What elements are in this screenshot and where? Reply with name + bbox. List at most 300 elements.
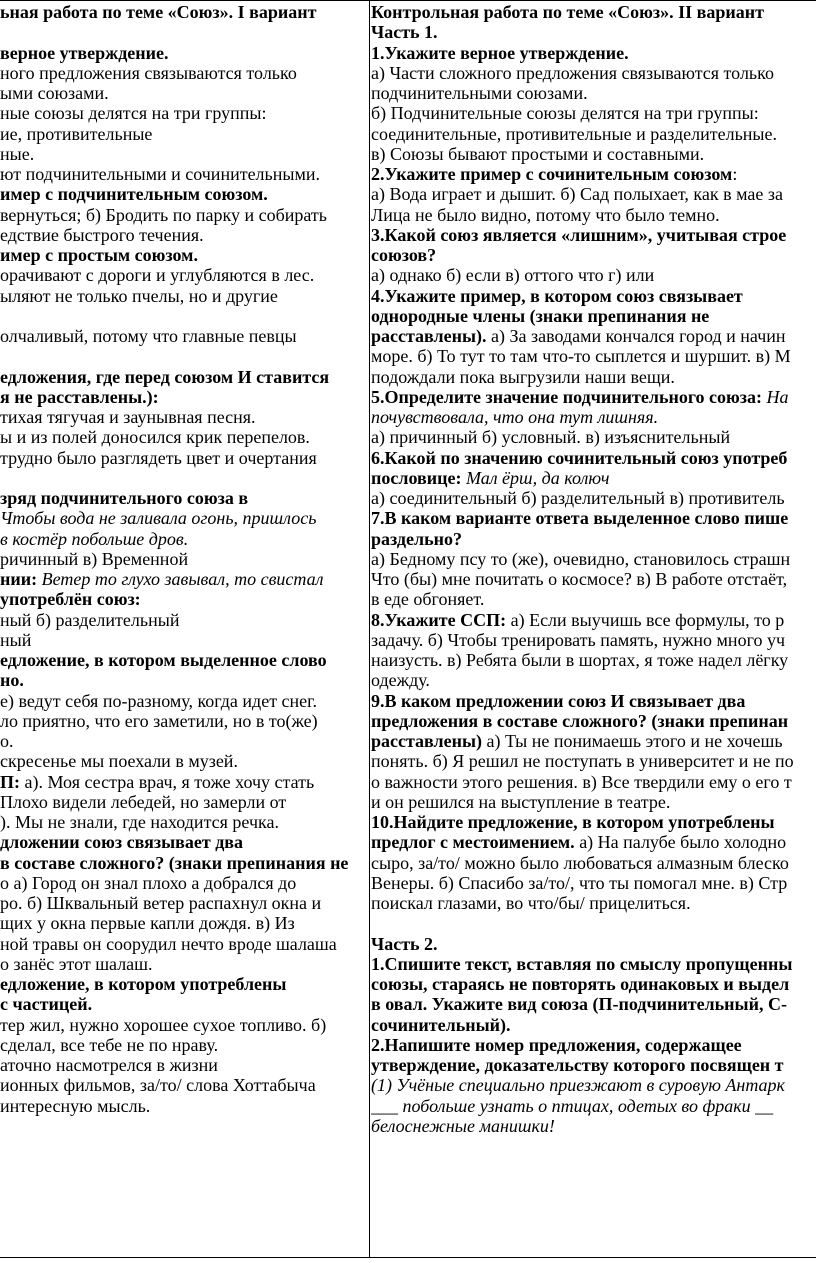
text-line — [371, 630, 816, 650]
text-line-content — [0, 832, 243, 852]
text-segment: одежду. — [371, 670, 430, 691]
text-line-content — [0, 893, 321, 913]
text-segment: ного предложения связываются только — [0, 62, 297, 83]
text-segment: б) Подчинительные союзы делятся на три группы: — [371, 103, 759, 124]
text-segment: я не расставлены.): — [0, 386, 159, 407]
text-segment: соединительные, противительные и разделительные. — [371, 123, 778, 144]
text-segment: тер жил, нужно хорошее сухое топливо. б) — [0, 1014, 327, 1035]
text-segment: Мал ёрш, да колюч — [465, 467, 610, 488]
text-line — [371, 2, 816, 22]
text-line-content — [371, 387, 789, 407]
text-line-content — [0, 630, 31, 650]
text-line — [371, 873, 816, 893]
text-segment: имер с простым союзом. — [0, 245, 198, 265]
text-line — [0, 731, 369, 751]
text-line-content — [371, 164, 737, 184]
text-segment: союзов? — [371, 245, 437, 265]
text-line-content — [0, 974, 286, 994]
text-line-content — [371, 529, 462, 549]
text-line — [371, 205, 816, 225]
text-line-content — [371, 346, 791, 366]
text-line — [0, 772, 369, 792]
text-line — [371, 994, 816, 1014]
text-segment: ро. б) Шквальный ветер распахнул окна и — [0, 893, 322, 913]
text-line — [371, 529, 816, 549]
text-line-content — [371, 853, 789, 873]
variant-1-column — [0, 2, 369, 1116]
text-line — [371, 468, 816, 488]
text-line-content — [0, 407, 256, 427]
text-line — [0, 1096, 369, 1116]
text-line — [371, 731, 816, 751]
text-line — [0, 488, 369, 508]
text-line — [0, 326, 369, 346]
text-line — [371, 427, 816, 447]
text-segment: скресенье мы поехали в музей. — [0, 751, 238, 772]
text-segment: а) Ты не понимаешь этого и не хочешь — [482, 731, 783, 751]
text-line-content — [0, 144, 34, 164]
text-segment: Лица не было видно, потому что было темно. — [371, 204, 720, 225]
text-segment: сочинительный). — [371, 1014, 511, 1035]
text-line-content — [0, 1015, 326, 1035]
text-line — [371, 124, 816, 144]
text-segment: вернуться; б) Бродить по парку и собирать — [0, 204, 327, 225]
text-line — [371, 610, 816, 630]
text-segment: Контрольная работа по теме «Союз». II вариант — [371, 2, 764, 22]
text-line-content — [371, 650, 788, 670]
text-line-content — [371, 2, 764, 22]
text-line — [371, 893, 816, 913]
text-line-content — [371, 205, 720, 225]
text-line — [371, 954, 816, 974]
text-segment: предлог с местоимением. — [371, 832, 575, 853]
text-line-content — [371, 1055, 784, 1075]
text-line-content — [0, 265, 314, 285]
text-line — [371, 832, 816, 852]
text-line-content — [0, 529, 188, 549]
text-line — [0, 63, 369, 83]
text-segment: аточно насмотрелся в жизни — [0, 1055, 218, 1075]
text-line-content — [0, 1055, 218, 1075]
text-segment: трудно было разглядеть цвет и очертания — [0, 447, 317, 468]
text-line-content — [0, 731, 14, 751]
text-line-content — [0, 245, 198, 265]
text-segment: а) однако б) если в) оттого что г) или — [371, 265, 655, 286]
text-line — [0, 913, 369, 933]
text-line — [371, 711, 816, 731]
text-line — [0, 853, 369, 873]
text-line-content — [371, 610, 784, 630]
text-line — [371, 934, 816, 954]
text-line-content — [0, 367, 329, 387]
text-line — [0, 1035, 369, 1055]
text-line-content — [371, 954, 792, 974]
text-segment: ы и из полей доносился крик перепелов. — [0, 427, 310, 448]
text-line-content — [371, 873, 787, 893]
text-segment: наизусть. в) Ребята были в шортах, я тоже надел лёгку — [371, 650, 789, 670]
text-line-content — [0, 853, 348, 873]
text-segment: понять. б) Я решил не поступать в университет и не по — [371, 751, 794, 772]
text-line-content — [371, 994, 787, 1014]
text-line-content — [371, 792, 670, 812]
text-segment: союзы, стараясь не повторять одинаковых и выдел — [371, 974, 790, 994]
text-line-content — [0, 954, 153, 974]
text-segment: 3.Какой союз является «лишним», учитывая строе — [371, 224, 787, 245]
text-line — [371, 103, 816, 123]
text-line — [0, 124, 369, 144]
text-line-content — [0, 286, 278, 306]
text-line — [371, 488, 816, 508]
text-line-content — [0, 225, 204, 245]
text-line — [371, 772, 816, 792]
text-line-content — [0, 1035, 218, 1055]
text-line-content — [0, 610, 179, 630]
text-line — [371, 974, 816, 994]
text-segment: в костёр побольше дров. — [0, 528, 189, 549]
text-segment: олчаливый, потому что главные певцы — [0, 326, 297, 346]
text-line — [371, 367, 816, 387]
text-segment: подчинительными союзами. — [371, 83, 588, 103]
text-line-content — [371, 549, 790, 569]
text-line-content — [0, 387, 159, 407]
text-line-content — [371, 184, 783, 204]
text-line — [371, 306, 816, 326]
text-line — [0, 691, 369, 711]
text-line-content — [371, 974, 789, 994]
text-line-content — [371, 144, 704, 164]
text-line-content — [0, 103, 266, 123]
text-segment: нии: — [0, 569, 42, 589]
text-line-content — [0, 508, 316, 528]
text-line — [0, 407, 369, 427]
text-line — [0, 43, 369, 63]
text-line-content — [0, 650, 327, 670]
text-line-content — [371, 691, 745, 711]
text-segment: в) Союзы бывают простыми и составными. — [371, 143, 705, 164]
text-segment: ___ побольше узнать о птицах, одетых во фраки __ — [371, 1095, 774, 1116]
text-line — [371, 43, 816, 63]
text-segment: 2.Укажите пример с сочинительным союзом — [371, 164, 733, 184]
text-line-content — [371, 83, 588, 103]
text-segment: ие, противительные — [0, 123, 153, 144]
text-line-content — [0, 2, 317, 22]
text-line-content — [371, 772, 792, 792]
text-line — [371, 1116, 816, 1136]
text-line — [371, 387, 816, 407]
text-line — [371, 448, 816, 468]
text-segment: предложения в составе сложного? (знаки препинан — [371, 710, 789, 731]
text-line — [371, 913, 816, 933]
text-line — [371, 1096, 816, 1116]
text-segment: : — [732, 164, 738, 184]
text-segment: ричинный в) Временной — [0, 548, 189, 569]
text-line — [0, 994, 369, 1014]
text-line-content — [371, 832, 786, 852]
text-segment: 10.Найдите предложение, в котором употреблены — [371, 812, 775, 832]
text-segment: употреблён союз: — [0, 589, 141, 610]
text-segment: 1.Спишите текст, вставляя по смыслу пропущенны — [371, 953, 793, 974]
text-line-content — [0, 326, 297, 346]
text-line-content — [0, 488, 248, 508]
text-line — [0, 346, 369, 366]
text-segment: ). Мы не знали, где находится речка. — [0, 812, 279, 832]
text-line — [371, 569, 816, 589]
text-line — [371, 589, 816, 609]
text-line — [0, 22, 369, 42]
text-line-content — [0, 691, 317, 711]
text-line — [0, 974, 369, 994]
text-segment: едложение, в котором употреблены — [0, 974, 287, 994]
text-line-content — [0, 873, 296, 893]
text-segment: 6.Какой по значению сочинительный союз употреб — [371, 447, 788, 468]
text-line-content — [371, 265, 654, 285]
text-segment: едложение, в котором выделенное слово — [0, 650, 327, 670]
text-segment: а) Части сложного предложения связываются только — [371, 62, 774, 83]
text-line-content — [371, 1096, 773, 1116]
text-segment: тихая тягучая и заунывная песня. — [0, 407, 256, 427]
text-line — [0, 630, 369, 650]
text-line — [371, 549, 816, 569]
text-segment: подождали пока выгрузили наши вещи. — [371, 366, 675, 387]
text-line — [371, 184, 816, 204]
text-line — [0, 427, 369, 447]
text-line-content — [371, 43, 629, 63]
text-line — [0, 2, 369, 22]
text-line — [371, 691, 816, 711]
text-segment: (1) Учёные специально приезжают в суровую Антарк — [371, 1075, 785, 1096]
text-line-content — [0, 448, 317, 468]
text-line-content — [371, 751, 794, 771]
text-line — [0, 893, 369, 913]
text-line-content — [0, 83, 109, 103]
text-line — [371, 407, 816, 427]
text-line-content — [0, 549, 188, 569]
text-line — [371, 670, 816, 690]
text-segment: а) За заводами кончался город и начин — [486, 326, 786, 346]
text-line — [371, 286, 816, 306]
text-segment: дложении союз связывает два — [0, 832, 244, 853]
text-line-content — [0, 1075, 316, 1095]
text-segment: ют подчинительными и сочинительными. — [0, 164, 321, 184]
text-segment: 4.Укажите пример, в котором союз связывает — [371, 285, 743, 306]
text-line — [371, 1055, 816, 1075]
text-line — [371, 751, 816, 771]
text-segment: интересную мысль. — [0, 1095, 151, 1116]
text-line-content — [0, 164, 320, 184]
text-line-content — [371, 22, 438, 42]
text-line — [0, 225, 369, 245]
text-line-content — [371, 286, 743, 306]
text-segment: море. б) То тут то там что-то сыплется и шуршит. в) М — [371, 346, 791, 367]
text-line — [371, 508, 816, 528]
text-line — [0, 751, 369, 771]
text-line — [0, 83, 369, 103]
text-line — [371, 792, 816, 812]
text-segment: поискал глазами, во что/бы/ прицелиться. — [371, 893, 691, 913]
text-segment: ыляют не только пчелы, но и другие — [0, 285, 278, 306]
text-segment: ло приятно, что его заметили, но в то(же) — [0, 710, 318, 731]
text-line — [0, 367, 369, 387]
text-line-content — [371, 103, 759, 123]
text-line-content — [371, 1015, 511, 1035]
text-line-content — [0, 792, 286, 812]
text-line — [0, 711, 369, 731]
text-line-content — [0, 711, 318, 731]
text-segment: Плохо видели лебедей, но замерли от — [0, 791, 287, 812]
text-line — [371, 1015, 816, 1035]
text-segment: задачу. б) Чтобы тренировать память, нужно много уч — [371, 629, 786, 650]
text-segment: ьная работа по теме «Союз». I вариант — [0, 2, 317, 22]
text-segment: о важности этого решения. в) Все твердили ему о его т — [371, 771, 792, 792]
text-line-content — [0, 670, 24, 690]
text-segment: а) На палубе было холодно — [574, 832, 787, 853]
text-segment: 1.Укажите верное утверждение. — [371, 42, 629, 63]
text-line-content — [371, 367, 675, 387]
text-line — [0, 468, 369, 488]
text-line — [371, 144, 816, 164]
text-line-content — [371, 569, 787, 589]
text-line-content — [371, 812, 775, 832]
text-segment: о а) Город он знал плохо а добрался до — [0, 872, 297, 893]
text-line — [0, 954, 369, 974]
text-segment: расставлены) — [371, 731, 483, 751]
text-segment: а). Моя сестра врач, я тоже хочу стать — [24, 771, 315, 792]
text-line — [0, 286, 369, 306]
text-line-content — [0, 1096, 150, 1116]
text-line — [371, 346, 816, 366]
text-line-content — [0, 205, 327, 225]
text-segment: 8.Укажите ССП: — [371, 609, 511, 630]
text-line-content — [371, 893, 691, 913]
text-line-content — [371, 468, 609, 488]
text-line-content — [371, 225, 786, 245]
text-line — [0, 387, 369, 407]
text-line-content — [0, 812, 279, 832]
text-segment: в овал. Укажите вид союза (П-подчинительный, С- — [371, 994, 787, 1015]
text-segment: а) Бедному псу то (же), очевидно, становилось страшн — [371, 548, 791, 569]
text-segment: едствие быстрого течения. — [0, 224, 204, 245]
text-segment: расставлены). — [371, 326, 487, 346]
text-line — [371, 164, 816, 184]
text-segment: орачивают с дороги и углубляются в лес. — [0, 265, 315, 286]
text-line — [371, 265, 816, 285]
text-line — [371, 63, 816, 83]
text-segment: щих у окна первые капли дождя. в) Из — [0, 913, 295, 934]
text-line — [0, 508, 369, 528]
text-line-content — [0, 934, 337, 954]
text-line-content — [371, 63, 774, 83]
text-line — [0, 873, 369, 893]
text-line — [371, 853, 816, 873]
text-segment: белоснежные манишки! — [371, 1115, 555, 1136]
text-line — [371, 83, 816, 103]
text-segment: ной травы он соорудил нечто вроде шалаша — [0, 933, 337, 954]
text-line — [0, 1015, 369, 1035]
text-line-content — [0, 913, 295, 933]
text-segment: о. — [0, 731, 14, 751]
text-segment: а) Вода играет и дышит. б) Сад полыхает, как в мае за — [371, 184, 783, 205]
text-segment: раздельно? — [371, 528, 463, 549]
text-segment: ные. — [0, 143, 35, 164]
text-segment: едложения, где перед союзом И ставится — [0, 366, 330, 387]
text-segment: однородные члены (знаки препинания не — [371, 305, 710, 326]
text-line-content — [371, 1035, 742, 1055]
text-line — [0, 569, 369, 589]
text-line — [0, 650, 369, 670]
text-line-content — [0, 751, 238, 771]
text-segment: 7.В каком варианте ответа выделенное слово пише — [371, 508, 789, 529]
text-segment: почувствовала, что она тут лишняя. — [371, 407, 659, 427]
text-segment: П: — [0, 771, 25, 792]
text-line — [0, 265, 369, 285]
text-segment: а) причинный б) условный. в) изъяснительный — [371, 427, 731, 448]
text-line-content — [371, 1075, 785, 1095]
text-segment: 5.Определите значение подчинительного союза: — [371, 386, 767, 407]
text-line-content — [0, 124, 152, 144]
text-line-content — [371, 711, 788, 731]
text-segment: а) соединительный б) разделительный в) противитель — [371, 488, 785, 508]
text-line — [0, 610, 369, 630]
text-segment: Что (бы) мне почитать о космосе? в) В работе отстаёт, — [371, 569, 788, 589]
text-line — [371, 650, 816, 670]
text-line — [0, 934, 369, 954]
table-column-divider — [369, 0, 370, 1258]
text-segment: зряд подчинительного союза в — [0, 488, 249, 508]
text-line-content — [371, 1116, 555, 1136]
text-line — [371, 812, 816, 832]
text-line-content — [0, 772, 314, 792]
text-line — [0, 1055, 369, 1075]
text-line-content — [0, 427, 310, 447]
text-segment: 9.В каком предложении союз И связывает два — [371, 690, 746, 711]
text-line — [0, 184, 369, 204]
text-segment: верное утверждение. — [0, 42, 169, 63]
text-line-content — [371, 508, 788, 528]
text-line-content — [0, 569, 323, 589]
text-segment: ный — [0, 629, 32, 650]
text-segment: Чтобы вода не заливала огонь, пришлось — [0, 508, 317, 529]
text-line-content — [0, 184, 268, 204]
text-line — [371, 22, 816, 42]
text-line — [0, 589, 369, 609]
text-line — [0, 529, 369, 549]
text-segment: в составе сложного? (знаки препинания не — [0, 852, 349, 873]
text-segment: но. — [0, 670, 24, 691]
text-segment: о занёс этот шалаш. — [0, 953, 153, 974]
text-line-content — [371, 245, 436, 265]
text-line — [0, 832, 369, 852]
text-line — [371, 1035, 816, 1055]
text-line — [0, 549, 369, 569]
text-segment: утверждение, доказательству которого посвящен т — [371, 1055, 784, 1075]
text-line-content — [371, 630, 785, 650]
text-line-content — [371, 427, 730, 447]
text-line-content — [0, 589, 141, 609]
text-line-content — [371, 306, 709, 326]
text-segment: а) Если выучишь все формулы, то р — [510, 609, 785, 630]
text-line — [0, 306, 369, 326]
text-segment: и он решился на выступление в театре. — [371, 791, 671, 812]
text-line-content — [0, 43, 169, 63]
text-line — [0, 670, 369, 690]
text-line — [371, 225, 816, 245]
text-line-content — [371, 670, 430, 690]
text-segment: ный б) разделительный — [0, 609, 180, 630]
text-line-content — [371, 731, 783, 751]
text-segment: е) ведут себя по-разному, когда идет снег. — [0, 690, 318, 711]
text-segment: Ветер то глухо завывал, то свистал — [41, 569, 324, 589]
text-line-content — [371, 407, 658, 427]
